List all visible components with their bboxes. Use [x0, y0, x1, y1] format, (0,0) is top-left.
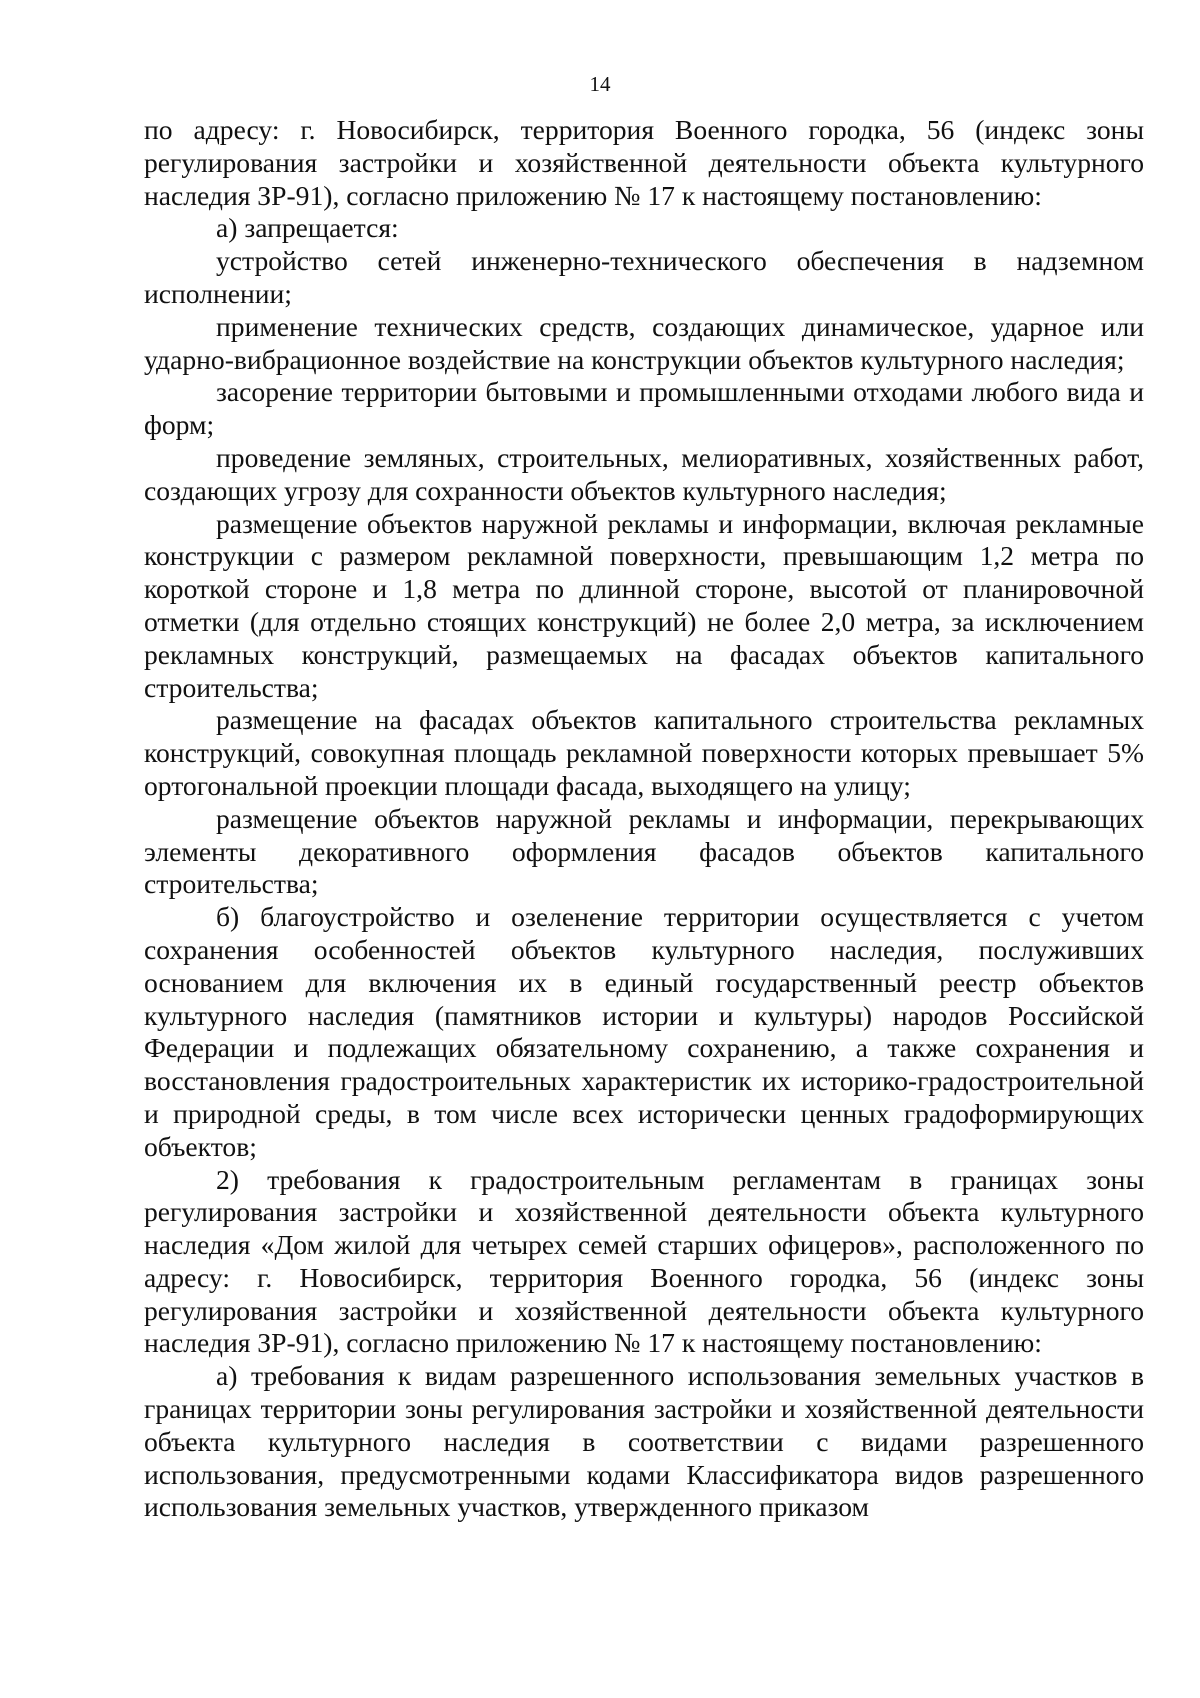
- paragraph-land-use-types: а) требования к видам разрешенного использования земельных участков в границах территории зоны регулирования застройки и хозяйственной деятельности объекта культурного наследия в соответствии с видами разрешенного использования, предусмотренными кодами Классификатора видов разрешенного использования земельных участков, утвержденного приказом: [144, 1360, 1144, 1523]
- paragraph-earthworks: проведение земляных, строительных, мелиоративных, хозяйственных работ, создающих угрозу для сохранности объектов культурного наследия;: [144, 441, 1144, 506]
- paragraph-address-continuation: по адресу: г. Новосибирск, территория Военного городка, 56 (индекс зоны регулирования застройки и хозяйственной деятельности объекта культурного наследия ЗР-91), согласно приложению № 17 к настоящему постановлению:: [144, 114, 1144, 211]
- paragraph-waste: засорение территории бытовыми и промышленными отходами любого вида и форм;: [144, 376, 1144, 441]
- paragraph-landscaping: б) благоустройство и озеленение территории осуществляется с учетом сохранения особенностей объектов культурного наследия, послуживших основанием для включения их в единый государственный реестр объектов культурного наследия (памятников истории и культуры) народов Российской Федерации и подлежащих обязательному сохранению, а также сохранения и восстановления градостроительных характеристик их историко-градостроительной и природной среды, в том числе всех исторически ценных градоформирующих объектов;: [144, 901, 1144, 1162]
- paragraph-prohibited-heading: а) запрещается:: [216, 212, 399, 244]
- paragraph-technical-means: применение технических средств, создающих динамическое, ударное или ударно-вибрационное воздействие на конструкции объектов культурного наследия;: [144, 310, 1144, 375]
- paragraph-overground-networks: устройство сетей инженерно-технического обеспечения в надземном исполнении;: [144, 245, 1144, 309]
- paragraph-regulation-requirements: 2) требования к градостроительным регламентам в границах зоны регулирования застройки и хозяйственной деятельности объекта культурного наследия «Дом жилой для четырех семей старших офицеров», расположенного по адресу: г. Новосибирск, территория Военного городка, 56 (индекс зоны регулирования застройки и хозяйственной деятельности объекта культурного наследия ЗР-91), согласно приложению № 17 к настоящему постановлению:: [144, 1163, 1144, 1359]
- paragraph-outdoor-advertising: размещение объектов наружной рекламы и информации, включая рекламные конструкции с размером рекламной поверхности, превышающим 1,2 метра по короткой стороне и 1,8 метра по длинной стороне, высотой от планировочной отметки (для отдельно стоящих конструкций) не более 2,0 метра, за исключением рекламных конструкций, размещаемых на фасадах объектов капитального строительства;: [144, 507, 1144, 703]
- paragraph-covering-decor: размещение объектов наружной рекламы и информации, перекрывающих элементы декоративного оформления фасадов объектов капитального строительства;: [144, 802, 1144, 900]
- page-number: 14: [589, 72, 611, 96]
- document-body: [144, 114, 1144, 1524]
- paragraph-facade-advertising: размещение на фасадах объектов капитального строительства рекламных конструкций, совокупная площадь рекламной поверхности которых превышает 5% ортогональной проекции площади фасада, выходящего на улицу;: [144, 704, 1144, 801]
